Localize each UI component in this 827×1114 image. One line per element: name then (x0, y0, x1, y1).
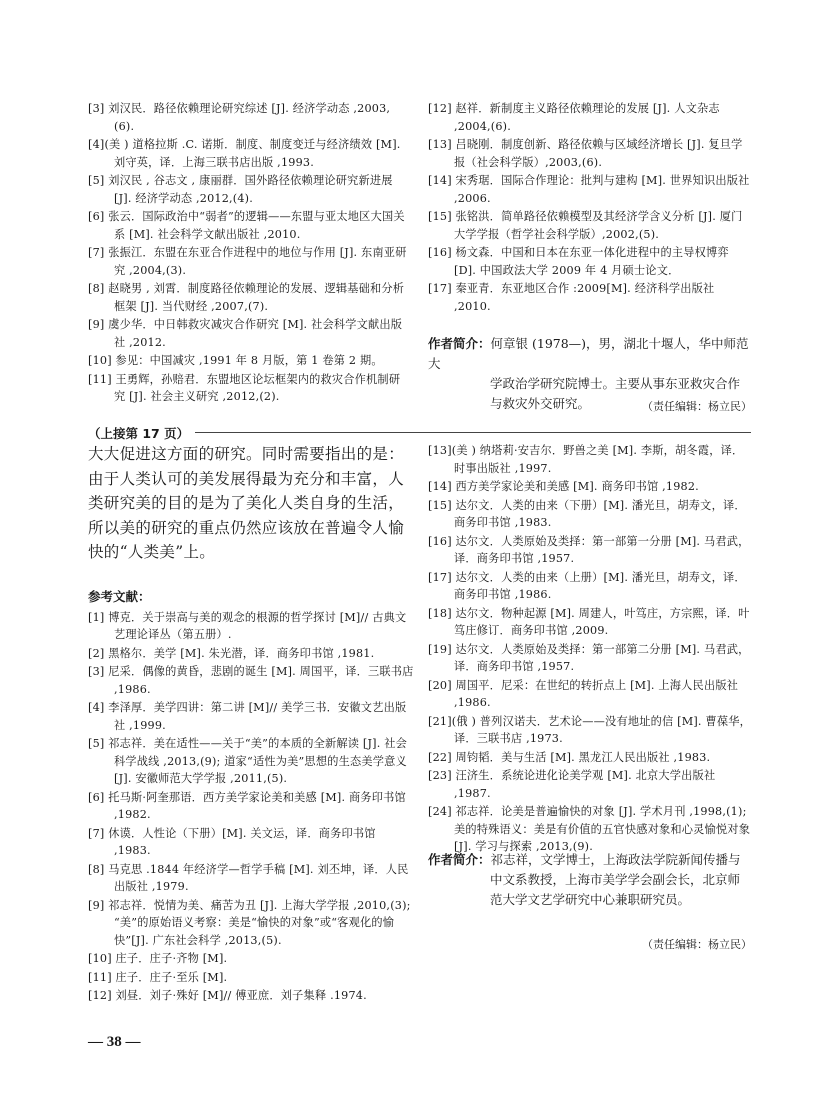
reference-item: [10] 庄子．庄子·齐物 [M]. (88, 952, 228, 965)
reference-item: [8] 马克思 .1844 年经济学—哲学手稿 [M]. 刘丕坤，译．人民出版社 ,1979. (88, 862, 409, 893)
author-bio-rest: 中文系教授，上海市美学学会副会长，北京师范大学文艺学研究中心兼职研究员。 (490, 872, 741, 907)
reference-item: [17] 达尔文．人类的由来（上册）[M]. 潘光旦，胡寿文，译．商务印书馆 ,1986. (428, 570, 746, 601)
reference-item: [7] 张振江．东盟在东亚合作进程中的地位与作用 [J]. 东南亚研究 ,2004,(3). (88, 246, 407, 277)
reference-item: [2] 黑格尔．美学 [M]. 朱光潜，译．商务印书馆 ,1981. (88, 646, 375, 660)
bottom-left-references (88, 609, 414, 1005)
continued-from-label: （上接第 17 页） (88, 424, 195, 442)
top-left-references (88, 100, 410, 406)
author-bio-first-line: 何章银 (1978—)，男，湖北十堰人，华中师范大 (428, 336, 749, 371)
reference-item: [18] 达尔文．物种起源 [M]. 周建人，叶笃庄，方宗熙，译．叶笃庄修订．商务印书馆 ,2009. (428, 606, 750, 637)
reference-item: [12] 赵祥．新制度主义路径依赖理论的发展 [J]. 人文杂志 ,2004,(6). (428, 102, 720, 133)
reference-item: [24] 祁志祥．论美是普遍愉快的对象 [J]. 学术月刊 ,1998,(1); 美的特殊语义：美是有价值的五官快感对象和心灵愉悦对象 [J]. 学习与探索 ,2013,(9). (428, 805, 751, 853)
reference-item: [3] 尼采．偶像的黄昏，悲剧的诞生 [M]. 周国平，译．三联书店 ,1986. (88, 665, 414, 696)
bottom-editor-note: （责任编辑：杨立民） (642, 938, 752, 951)
reference-item: [8] 赵晓男 , 刘霄．制度路径依赖理论的发展、逻辑基础和分析框架 [J]. 当代财经 ,2007,(7). (88, 282, 405, 313)
top-editor-note: （责任编辑：杨立民） (642, 400, 752, 413)
reference-item: [16] 杨文森．中国和日本在东亚一体化进程中的主导权博弈 [D]. 中国政法大学 2009 年 4 月硕士论文． (428, 246, 729, 277)
reference-item: [11] 庄子．庄子·至乐 [M]. (88, 970, 228, 984)
reference-item: [16] 达尔文．人类原始及类择：第一部第一分册 [M]. 马君武，译．商务印书馆 ,1957. (428, 534, 750, 565)
author-bio-rest: 学政治学研究院博士。主要从事东亚救灾合作与救灾外交研究。 (490, 376, 741, 411)
reference-item: [4] 李泽厚．美学四讲：第二讲 [M]// 美学三书．安徽文艺出版社 ,1999. (88, 701, 407, 732)
reference-item: [15] 达尔文．人类的由来（下册）[M]. 潘光旦，胡寿文，译．商务印书馆 ,1983. (428, 498, 746, 529)
bottom-right-references (428, 442, 752, 856)
reference-item: [1] 博克．关于崇高与美的观念的根源的哲学探讨 [M]// 古典文艺理论译丛（第五册）. (88, 610, 407, 641)
reference-item: [22] 周钧韬．美与生活 [M]. 黑龙江人民出版社 ,1983. (428, 750, 711, 764)
reference-item: [9] 祁志祥．悦情为美、痛苦为丑 [J]. 上海大学学报 ,2010,(3); “美”的原始语义考察：美是“愉快的对象”或“客观化的愉快”[J]. 广东社会科学 ,2013,(5). (88, 898, 411, 947)
reference-item: [17] 秦亚青．东亚地区合作 :2009[M]. 经济科学出版社 ,2010. (428, 282, 715, 313)
reference-item: [7] 休谟．人性论（下册）[M]. 关文运，译．商务印书馆 ,1983. (88, 826, 376, 857)
reference-item: [19] 达尔文．人类原始及类择：第一部第二分册 [M]. 马君武，译．商务印书馆 ,1957. (428, 642, 750, 673)
reference-item: [5] 祁志祥．美在适性——关于“美”的本质的全新解读 [J]. 社会科学战线 ,2013,(9); 道家“适性为美”思想的生态美学意义 [J]. 安徽师范大学学报 ,2011,(5). (88, 737, 408, 785)
reference-item: [9] 虞少华．中日韩救灾减灾合作研究 [M]. 社会科学文献出版社 ,2012. (88, 318, 403, 349)
author-bio-label: 作者简介： (428, 336, 491, 351)
references-title: 参考文献： (88, 588, 151, 604)
author-bio-label: 作者简介： (428, 852, 491, 867)
reference-item: [6] 张云．国际政治中“弱者”的逻辑——东盟与亚太地区大国关系 [M]. 社会科学文献出版社 ,2010. (88, 210, 405, 241)
reference-item: [10] 参见：中国减灾 ,1991 年 8 月版，第 1 卷第 2 期。 (88, 354, 383, 367)
reference-item: [4](美 ) 道格拉斯 .C. 诺斯．制度、制度变迁与经济绩效 [M]. 刘守英，译．上海三联书店出版 ,1993. (88, 138, 401, 169)
reference-item: [5] 刘汉民 , 谷志文 , 康丽群．国外路径依赖理论研究新进展 [J]. 经济学动态 ,2012,(4). (88, 174, 393, 205)
reference-item: [20] 周国平．尼采：在世纪的转折点上 [M]. 上海人民出版社 ,1986. (428, 678, 739, 709)
reference-item: [11] 王勇辉，孙赔君．东盟地区论坛框架内的救灾合作机制研究 [J]. 社会主义研究 ,2012,(2). (88, 372, 401, 403)
reference-item: [6] 托马斯·阿奎那语．西方美学家论美和美感 [M]. 商务印书馆 ,1982. (88, 790, 406, 821)
reference-item: [13](美 ) 纳塔莉·安吉尔．野兽之美 [M]. 李斯，胡冬霞，译．时事出版社 ,1997. (428, 444, 744, 475)
reference-item: [21](俄 ) 普列汉诺夫．艺术论——没有地址的信 [M]. 曹葆华，译．三联书店 ,1973. (428, 714, 751, 745)
page-number: — 38 — (88, 1034, 141, 1050)
reference-item: [13] 吕晓刚．制度创新、路径依赖与区域经济增长 [J]. 复旦学报（社会科学版）,2003,(6). (428, 138, 743, 169)
author-bio-first-line: 祁志祥，文学博士，上海政法学院新闻传播与 (490, 852, 741, 867)
reference-item: [15] 张铭洪．简单路径依赖模型及其经济学含义分析 [J]. 厦门大学学报（哲学社会科学版）,2002,(5). (428, 210, 743, 241)
reference-item: [14] 西方美学家论美和美感 [M]. 商务印书馆 ,1982. (428, 480, 699, 493)
body-paragraph: 大大促进这方面的研究。同时需要指出的是：由于人类认可的美发展得最为充分和丰富，人类研究美的目的是为了美化人类自身的生活，所以美的研究的重点仍然应该放在普遍令人愉快的“人类美”上。 (88, 445, 405, 561)
top-right-references (428, 100, 752, 315)
reference-item: [3] 刘汉民．路径依赖理论研究综述 [J]. 经济学动态 ,2003,(6). (88, 102, 391, 133)
reference-item: [23] 汪济生．系统论进化论美学观 [M]. 北京大学出版社 ,1987. (428, 769, 716, 800)
bottom-author-bio (428, 850, 752, 910)
reference-item: [14] 宋秀琚．国际合作理论：批判与建构 [M]. 世界知识出版社 ,2006. (428, 174, 750, 205)
reference-item: [12] 刘昼．刘子·殊好 [M]// 傅亚庶．刘子集释 .1974. (88, 989, 367, 1002)
